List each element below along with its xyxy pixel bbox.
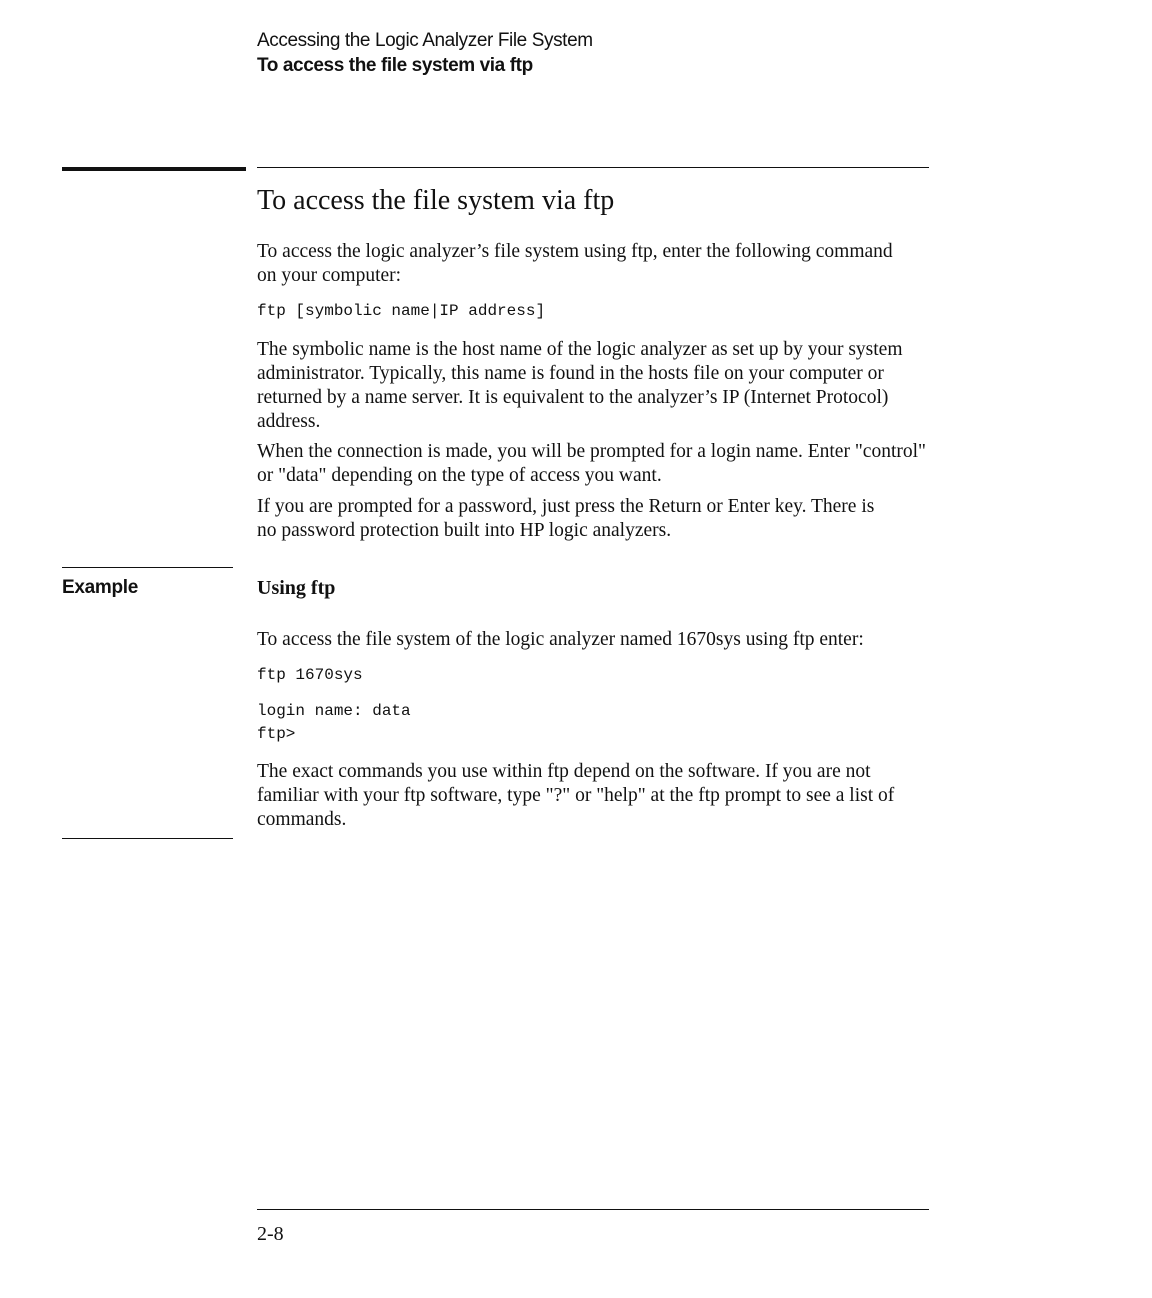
example-label: Example bbox=[62, 577, 139, 598]
example-session: login name: data ftp> bbox=[257, 702, 411, 743]
ftp-command-syntax: ftp [symbolic name|IP address] bbox=[257, 302, 546, 320]
intro-paragraph: To access the logic analyzer’s file system using ftp, enter the following command on your computer: bbox=[257, 241, 893, 286]
footer-rule bbox=[257, 1209, 929, 1210]
example-title: Using ftp bbox=[257, 577, 336, 599]
section-rule-thick bbox=[62, 167, 246, 171]
section-title: To access the file system via ftp bbox=[257, 185, 615, 216]
running-header-section: To access the file system via ftp bbox=[257, 55, 533, 76]
symbolic-name-paragraph: The symbolic name is the host name of the logic analyzer as set up by your system administrator. Typically, this name is found in the hosts file on your computer or returned by a name server. It is equivalent to the analyzer’s IP (Internet Protocol) address. bbox=[257, 339, 903, 432]
page-number: 2-8 bbox=[257, 1223, 284, 1245]
running-header bbox=[257, 28, 593, 78]
example-bottom-rule bbox=[62, 838, 233, 839]
password-paragraph: If you are prompted for a password, just press the Return or Enter key. There is no password protection built into HP logic analyzers. bbox=[257, 496, 875, 541]
login-paragraph: When the connection is made, you will be prompted for a login name. Enter "control" or "data" depending on the type of access you want. bbox=[257, 441, 926, 486]
example-command: ftp 1670sys bbox=[257, 666, 363, 684]
example-intro: To access the file system of the logic analyzer named 1670sys using ftp enter: bbox=[257, 629, 864, 650]
running-header-chapter: Accessing the Logic Analyzer File System bbox=[257, 30, 593, 51]
section-rule-thin bbox=[257, 167, 929, 168]
example-note: The exact commands you use within ftp depend on the software. If you are not familiar with your ftp software, type "?" or "help" at the ftp prompt to see a list of commands. bbox=[257, 761, 895, 830]
example-top-rule bbox=[62, 567, 233, 568]
